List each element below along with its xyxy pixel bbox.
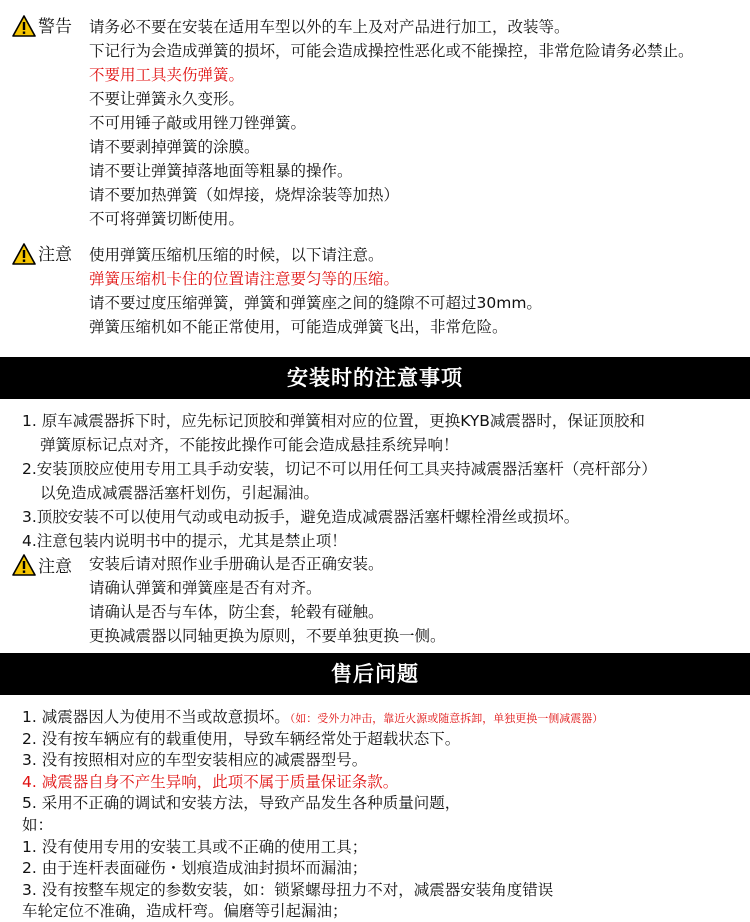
caution-label: 注意 <box>38 557 72 577</box>
aftersales-item: 2. 没有按车辆应有的载重使用，导致车辆经常处于超载状态下。 <box>22 729 461 748</box>
warning-line: 不可将弹簧切断使用。 <box>89 210 245 228</box>
aftersales-item: 3. 没有按照相对应的车型安装相应的减震器型号。 <box>22 751 368 770</box>
caution-line: 请不要过度压缩弹簧，弹簧和弹簧座之间的缝隙不可超过30mm。 <box>89 294 542 312</box>
warning-line-red: 不要用工具夹伤弹簧。 <box>89 66 245 84</box>
caution-triangle-icon <box>12 554 36 576</box>
warning-line: 请不要剥掉弹簧的涂膜。 <box>89 138 260 156</box>
aftersales-item-note: （如：受外力冲击，靠近火源或随意拆卸，单独更换一侧减震器） <box>289 712 604 725</box>
caution-line: 请确认弹簧和弹簧座是否有对齐。 <box>89 579 322 597</box>
aftersales-item-red: 4. 减震器自身不产生异响，此项不属于质量保证条款。 <box>22 772 399 791</box>
install-note: 2.安装顶胶应使用专用工具手动安装，切记不可以用任何工具夹持减震器活塞杆（亮杆部分） <box>22 460 657 478</box>
install-notes-banner: 安装时的注意事项 <box>0 357 750 399</box>
warning-line: 不可用锤子敲或用锉刀锉弹簧。 <box>89 114 307 132</box>
caution-line: 弹簧压缩机如不能正常使用，可能造成弹簧飞出，非常危险。 <box>89 318 508 336</box>
caution-line: 安装后请对照作业手册确认是否正确安装。 <box>89 555 384 573</box>
warning-triangle-icon <box>12 15 36 37</box>
warning-line: 不要让弹簧永久变形。 <box>89 90 245 108</box>
aftersales-item <box>22 706 603 730</box>
aftersales-item: 3. 没有按整车规定的参数安装，如：锁紧螺母扭力不对，减震器安装角度错误 <box>22 880 554 899</box>
caution-line-red: 弹簧压缩机卡住的位置请注意要匀等的压缩。 <box>89 270 400 288</box>
aftersales-item: 如： <box>22 816 54 834</box>
install-note: 4.注意包装内说明书中的提示，尤其是禁止项！ <box>22 532 347 550</box>
aftersales-item: 2. 由于连杆表面碰伤・划痕造成油封损坏而漏油； <box>22 859 368 878</box>
warning-line: 下记行为会造成弹簧的损坏，可能会造成操控性恶化或不能操控，非常危险请务必禁止。 <box>89 42 694 60</box>
install-note: 以免造成减震器活塞杆划伤，引起漏油。 <box>40 484 320 502</box>
warning-line: 请不要加热弹簧（如焊接，烧焊涂装等加热） <box>89 186 400 204</box>
install-note: 弹簧原标记点对齐，不能按此操作可能会造成悬挂系统异响！ <box>40 436 459 454</box>
aftersales-item: 1. 没有使用专用的安装工具或不正确的使用工具； <box>22 837 368 856</box>
caution-line: 更换减震器以同轴更换为原则，不要单独更换一侧。 <box>89 627 446 645</box>
warning-line: 请不要让弹簧掉落地面等粗暴的操作。 <box>89 162 353 180</box>
caution-line: 使用弹簧压缩机压缩的时候，以下请注意。 <box>89 246 384 264</box>
caution-line: 请确认是否与车体，防尘套，轮毂有碰触。 <box>89 603 384 621</box>
aftersales-item-text: 1. 减震器因人为使用不当或故意损坏。 <box>22 708 290 726</box>
aftersales-item: 5. 采用不正确的调试和安装方法，导致产品发生各种质量问题， <box>22 794 461 813</box>
aftersales-banner: 售后问题 <box>0 653 750 695</box>
warning-line: 请务必不要在安装在适用车型以外的车上及对产品进行加工，改装等。 <box>89 18 570 36</box>
install-note: 1. 原车减震器拆下时，应先标记顶胶和弹簧相对应的位置，更换KYB减震器时，保证顶胶和 <box>22 412 645 430</box>
caution-label: 注意 <box>38 245 72 265</box>
aftersales-item: 车轮定位不准确，造成杆弯。偏磨等引起漏油； <box>22 902 348 921</box>
warning-label: 警告 <box>38 17 72 37</box>
install-note: 3.顶胶安装不可以使用气动或电动扳手，避免造成减震器活塞杆螺栓滑丝或损坏。 <box>22 508 580 526</box>
caution-triangle-icon <box>12 243 36 265</box>
